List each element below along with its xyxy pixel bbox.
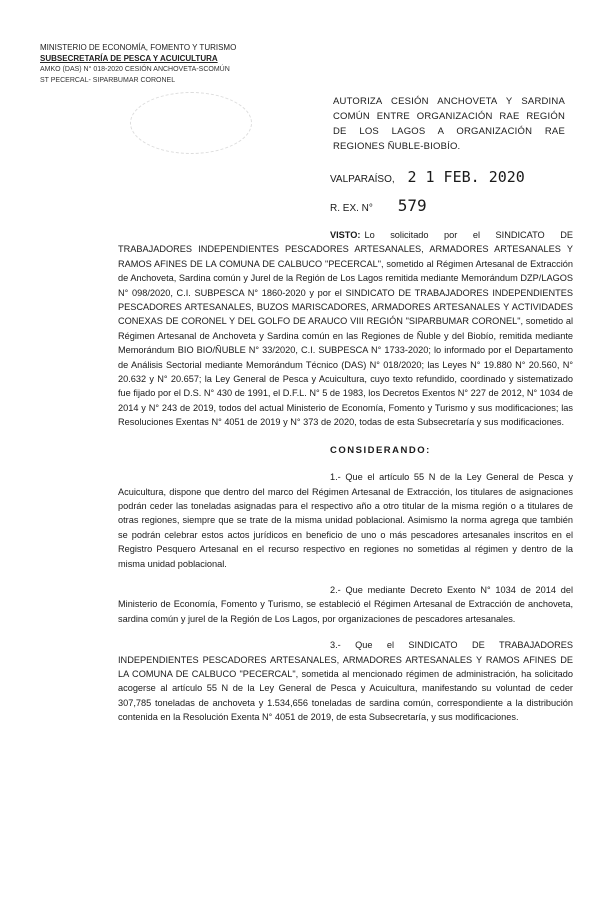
visto-paragraph [118, 228, 573, 430]
resolution-subject: AUTORIZA CESIÓN ANCHOVETA Y SARDINA COMÚN ENTRE ORGANIZACIÓN RAE REGIÓN DE LOS LAGOS A ORGANIZACIÓN RAE REGIONES ÑUBLE-BIOBÍO. [333, 96, 565, 152]
resolution-number [330, 196, 570, 215]
place-date [330, 168, 570, 186]
considerando-item-1: 1.- Que el artículo 55 N de la Ley General de Pesca y Acuicultura, dispone que dentro del marco del Régimen Artesanal de Extracción, los titulares de asignaciones podrán ceder las toneladas asignadas para el respectivo año a otro titular de la misma región o a titulares de otras regiones, siempre que se trate de la misma unidad poblacional. Asimismo la norma agrega que también se podrán celebrar estos actos jurídicos en beneficio de uno o más pescadores artesanales inscritos en el Registro Pesquero Artesanal en el recurso respectivo en regiones no sometidas al régimen y dentro de la misma unidad poblacional. [118, 472, 573, 569]
considerando-heading: CONSIDERANDO: [330, 444, 431, 456]
ministry-name: MINISTERIO DE ECONOMÍA, FOMENTO Y TURISMO [40, 43, 237, 52]
memo-reference: AMKO (DAS) N° 018-2020 CESIÓN ANCHOVETA-SCOMÚN [40, 66, 230, 73]
memo-reference-2: ST PECERCAL- SIPARBUMAR CORONEL [40, 77, 176, 84]
date-stamp: 2 1 FEB. 2020 [407, 168, 525, 186]
faded-stamp [130, 92, 252, 154]
visto-lead: VISTO: [330, 230, 361, 240]
place-city: VALPARAÍSO, [330, 174, 395, 185]
considerando-item-3: 3.- Que el SINDICATO DE TRABAJADORES INDEPENDIENTES PESCADORES ARTESANALES, ARMADORES ARTESANALES Y RAMOS AFINES DE LA COMUNA DE CALBUCO "PECERCAL", sometida al mencionado régimen de administración, ha solicitado acogerse al artículo 55 N de la Ley General de Pesca y Acuicultura, manifestando su voluntad de ceder 307,785 toneladas de anchoveta y 1.534,656 toneladas de sardina común, correspondiente a la distribución contenida en la Resolución Exenta N° 4051 de 2019, de esta Subsecretaría, y sus modificaciones. [118, 640, 573, 723]
visto-text: Lo solicitado por el SINDICATO DE TRABAJADORES INDEPENDIENTES PESCADORES ARTESANALES, ARMADORES ARTESANALES Y RAMOS AFINES DE LA COMUNA DE CALBUCO "PECERCAL", sometido al Régimen Artesanal de Extracción de Anchoveta, Sardina común y Jurel de la Región de Los Lagos remitida mediante Memorándum DZP/LAGOS N° 098/2020, C.I. SUBPESCA N° 1860-2020 y por el SINDICATO DE TRABAJADORES INDEPENDIENTES PESCADORES ARTESANALES, BUZOS MARISCADORES, ARMADORES ARTESANALES Y ACTIVIDADES CONEXAS DE CORONEL Y DEL GOLFO DE ARAUCO VIII REGIÓN "SIPARBUMAR CORONEL", sometido al Régimen Artesanal de Anchoveta y Sardina común en las Regiones de Ñuble y del Biobío, remitida mediante Memorándum BIO BIO/ÑUBLE N° 33/2020, C.I. SUBPESCA N° 1733-2020; lo informado por el Departamento de Análisis Sectorial mediante Memorándum Técnico (DAS) N° 018/2020; las Leyes N° 19.880 N° 20.560, N° 20.632 y N° 20.657; la Ley General de Pesca y Acuicultura, cuyo texto refundido, coordinado y sistematizado fue fijado por el D.S. N° 430 de 1991, el D.F.L. N° 5 de 1983, los Decretos Exentos N° 227 de 2012, N° 1034 de 2014 y N° 243 de 2019, todos del actual Ministerio de Economía, Fomento y Turismo y sus modificaciones; las Resoluciones Exentas N° 4051 de 2019 y N° 373 de 2020, todas de esta Subsecretaría y sus modificaciones. [118, 230, 573, 428]
considerando-item-2: 2.- Que mediante Decreto Exento N° 1034 de 2014 del Ministerio de Economía, Fomento y Turismo, se estableció el Régimen Artesanal de Extracción de anchoveta, sardina común y jurel de la Región de Los Lagos, por organizaciones de pescadores artesanales. [118, 584, 573, 624]
subsecretaria-name: SUBSECRETARÍA DE PESCA Y ACUICULTURA [40, 54, 218, 63]
resolution-number-value: 579 [397, 196, 427, 215]
ministry-header [40, 42, 270, 86]
document-body [118, 228, 573, 725]
resolution-label: R. EX. N° [330, 203, 373, 214]
